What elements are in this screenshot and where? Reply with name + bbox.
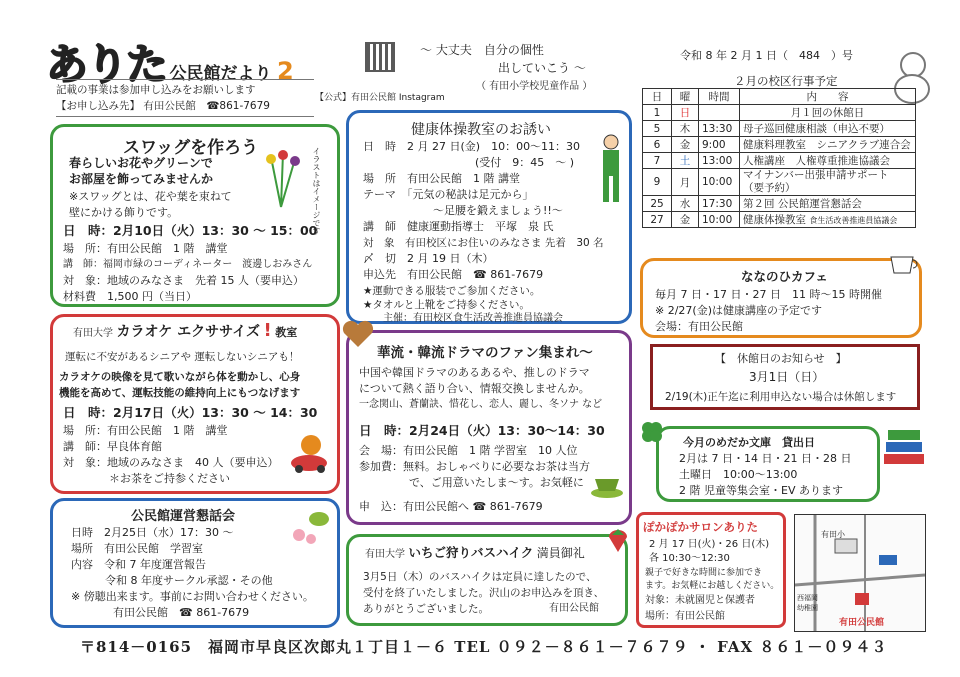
schedule-header-dow: 曜: [672, 89, 699, 105]
table-row: [643, 121, 916, 137]
bus-hike-panel: [346, 534, 628, 626]
notice-line2: 【お申し込み先】 有田公民館 ☎861-7679: [56, 100, 270, 112]
schedule-header-time: 時間: [699, 89, 740, 105]
salon-line5: 対象：未就園児と保護者: [645, 595, 755, 606]
karaoke-title: カラオケ エクササイズ: [116, 324, 260, 340]
schedule-time: [699, 105, 740, 121]
library-title: 今月のめだか文庫 貸出日: [683, 436, 815, 449]
notice-line1: 記載の事業は参加申し込みをお願いします: [56, 84, 256, 96]
schedule-time: 17:30: [699, 196, 740, 212]
drama-fan-panel: [346, 330, 632, 525]
swag-fee: 材料費 1,500 円（当日）: [63, 290, 197, 303]
karaoke-class-panel: [50, 314, 340, 494]
salon-line6: 場所：有田公民館: [645, 611, 725, 622]
karaoke-target: 対 象：地域のみなさま 40 人（要申込）: [63, 456, 279, 469]
table-row: [643, 212, 916, 228]
schedule-day: 27: [643, 212, 672, 228]
swag-place: 場 所：有田公民館 1 階 講堂: [63, 242, 228, 255]
schedule-time: 9:00: [699, 137, 740, 153]
library-line3: 2 階 児童等集会室・EV あります: [679, 484, 843, 497]
schedule-content: 人権講座 人権尊重推進協議会: [740, 153, 916, 169]
health-note1: ★運動できる服装でご参加ください。: [363, 285, 541, 297]
bushike-line3: ありがとうございました。: [363, 603, 489, 615]
flower-swag-icon: [261, 147, 301, 209]
karaoke-bold1: カラオケの映像を見て歌いながら体を動かし、心身: [59, 371, 301, 383]
bushike-prefix: 有田大学: [365, 549, 405, 560]
schedule-day: 7: [643, 153, 672, 169]
bushike-status: 満員御礼: [536, 546, 585, 560]
map-label-west2: 幼稚園: [797, 604, 818, 612]
council-title: 公民館運営懇話会: [131, 509, 236, 524]
drama-line2: について熱く語り合い、情報交換しませんか。: [359, 382, 590, 395]
swag-lead1: 春らしいお花やグリーンで: [69, 156, 213, 170]
cafe-line3: 会場：有田公民館: [655, 320, 743, 333]
schedule-content-line1: マイナンバー出張申請サポート: [743, 169, 889, 181]
drama-fee1: 参加費：無料。おしゃべりに必要なお茶は当方: [359, 460, 590, 473]
health-target: 対 象 有田校区にお住いのみなさま 先着 30 名: [363, 237, 604, 249]
karaoke-title-row: [73, 320, 298, 342]
schedule-time: 13:30: [699, 121, 740, 137]
karaoke-bold2: 機能を高めて、運転技能の維持向上にもつなげます: [59, 387, 301, 399]
schedule-day: 1: [643, 105, 672, 121]
cafe-line2: ※ 2/27(金)は健康講座の予定です: [655, 304, 822, 317]
karaoke-prefix: 有田大学: [73, 328, 113, 339]
drama-place: 会 場：有田公民館 1 階 学習室 10 人位: [359, 444, 578, 457]
clover-icon: [640, 420, 664, 444]
health-reception: (受付 9：45 ～ ): [475, 156, 575, 169]
health-lecturer: 講 師 健康運動指導士 平塚 泉 氏: [363, 220, 554, 233]
bushike-line2: 受付を終了いたしました。沢山のお申込みを頂き、: [363, 587, 605, 599]
cafe-panel: [640, 258, 922, 338]
swag-illust-note: イラストはイメージです: [312, 147, 321, 235]
instagram-label: 【公式】有田公民館 Instagram: [315, 93, 445, 103]
health-title: 健康体操教室のお誘い: [411, 122, 551, 138]
council-content2: 令和 8 年度サークル承認・その他: [105, 574, 273, 587]
schedule-dow: 月: [672, 169, 699, 196]
map-label-arita-school: 有田小: [821, 530, 845, 539]
cafe-line1: 毎月 7 日・17 日・27 日 11 時～15 時開催: [655, 288, 882, 301]
schedule-day: 9: [643, 169, 672, 196]
schedule-content: 母子巡回健康相談（申込不要）: [740, 121, 916, 137]
heart-cookie-icon: [341, 319, 375, 349]
salon-line2: 各 10:30～12:30: [649, 553, 730, 564]
drama-line1: 中国や韓国ドラマのあるあるや、推しのドラマ: [359, 366, 590, 379]
health-theme1: テーマ 「元気の秘訣は足元から」: [363, 188, 534, 201]
schedule-dow: 土: [672, 153, 699, 169]
karaoke-exclamation: !: [263, 320, 272, 341]
qr-code-icon[interactable]: [365, 42, 395, 72]
library-line2: 土曜日 10:00～13:00: [679, 468, 798, 481]
karaoke-suffix: 教室: [275, 326, 298, 339]
health-exercise-panel: [346, 110, 632, 324]
drama-line3: 一念関山、蒼蘭訣、惜花し、恋人、麗し、冬ソナ など: [359, 399, 603, 410]
council-content1: 内容 令和 7 年度運営報告: [71, 558, 206, 571]
schedule-content-line2: （要予約）: [743, 182, 796, 194]
salon-title: ぽかぽかサロンありた: [643, 520, 758, 534]
schedule-header-content: 内 容: [740, 89, 916, 105]
health-theme2: ～足腰を鍛えましょう!!～: [433, 204, 563, 217]
schedule-time: 13:00: [699, 153, 740, 169]
schedule-header-day: 日: [643, 89, 672, 105]
bushike-sign: 有田公民館: [549, 603, 599, 614]
motto-line1: ～ 大丈夫 自分の個性: [420, 43, 544, 57]
book-stack-icon: [882, 426, 926, 472]
council-contact: 有田公民館 ☎ 861-7679: [113, 606, 250, 619]
table-row: [643, 169, 916, 196]
schedule-content: [740, 169, 916, 196]
table-row: [643, 196, 916, 212]
library-panel: [656, 426, 880, 502]
health-deadline: 〆 切 2 月 19 日（木）: [363, 252, 494, 265]
council-note: ※ 傍聴出来ます。事前にお問い合わせください。: [71, 590, 314, 603]
swag-title: スワッグを作ろう: [123, 138, 259, 158]
schedule-header-row: [643, 89, 916, 105]
schedule-dow: 木: [672, 121, 699, 137]
swag-workshop-panel: [50, 124, 340, 307]
closed-date: 3月1日（日）: [749, 370, 825, 384]
bird-blossom-icon: [289, 505, 335, 545]
bushike-title-row: [365, 545, 585, 563]
issue-date: 令和 8 年 2 月 1 日（ 484 ）号: [680, 49, 853, 62]
schedule-content-small: 食生活改善推進員協議会: [809, 216, 898, 225]
bushike-line1: 3月5日（木）のバスハイクは定員に達したので、: [363, 571, 597, 583]
masthead-title-big: ありた: [46, 40, 167, 89]
table-row: [643, 137, 916, 153]
council-place: 場所 有田公民館 学習室: [71, 542, 203, 555]
exercise-person-icon: [595, 133, 627, 207]
footer-address: 〒814－0165 福岡市早良区次郎丸１丁目１－６ TEL ０９２－８６１－７６７９ ・ FAX ８６１－０９４３: [80, 638, 888, 656]
health-place: 場 所 有田公民館 1 階 講堂: [363, 172, 520, 185]
schedule-time: 10:00: [699, 212, 740, 228]
swag-desc2: 壁にかける飾りです。: [69, 206, 179, 219]
swag-lecturer: 講 師：福岡市緑のコーディネーター 渡邊しおみさん: [63, 259, 313, 270]
salon-panel: [636, 512, 786, 628]
motto-line2: 出していこう ～: [498, 61, 586, 75]
library-line1: 2月は 7 日・14 日・21 日・28 日: [679, 452, 852, 465]
bushike-title: いちご狩りバスハイク: [408, 545, 534, 560]
schedule-dow: 金: [672, 137, 699, 153]
karaoke-note: ＊お茶をご持参ください: [109, 472, 230, 485]
council-panel: [50, 498, 340, 628]
strawberry-icon: [607, 529, 629, 553]
health-date: 日 時 2 月 27 日(金) 10：00～11：30: [363, 140, 581, 153]
map-label-west: 西福岡: [797, 594, 818, 602]
motto-credit: （ 有田小学校児童作品 ）: [476, 81, 593, 92]
swag-target: 対 象：地域のみなさま 先着 15 人（要申込）: [63, 274, 304, 287]
drama-title: 華流・韓流ドラマのファン集まれ～: [377, 345, 593, 361]
schedule-dow: 日: [672, 105, 699, 121]
schedule-content: 月１回の休館日: [740, 105, 916, 121]
schedule-dow: 金: [672, 212, 699, 228]
schedule-content: 第２回 公民館運営懇話会: [740, 196, 916, 212]
salon-line1: 2 月 17 日(火)・26 日(木): [649, 539, 770, 550]
coffee-cup-icon: [887, 249, 921, 277]
swag-lead2: お部屋を飾ってみませんか: [69, 172, 214, 186]
schedule-table: [642, 88, 916, 228]
karaoke-place: 場 所：有田公民館 1 階 講堂: [63, 424, 228, 437]
closed-notice-panel: [650, 344, 920, 410]
schedule-day: 25: [643, 196, 672, 212]
drama-date: 日 時：2月24日（火）13：30～14：30: [359, 423, 605, 438]
karaoke-date: 日 時：2月17日（火）13：30 ～ 14：30: [63, 405, 318, 420]
health-apply: 申込先 有田公民館 ☎ 861-7679: [363, 268, 544, 281]
salon-line3: 親子で好きな時間に参加でき: [645, 568, 763, 578]
schedule-content: [740, 212, 916, 228]
karaoke-lead: 運転に不安があるシニアや 運転しないシニアも！: [65, 351, 300, 363]
schedule-time: 10:00: [699, 169, 740, 196]
schedule-title: ２月の校区行事予定: [734, 74, 838, 88]
issue-number-badge: 2: [277, 57, 294, 85]
salon-line4: ます。お気軽にお越しください。: [645, 581, 780, 591]
swag-date: 日 時：2月10日（火）13：30 ～ 15：00: [63, 223, 318, 238]
council-date: 日時 2月25日（水）17：30 ～: [71, 526, 234, 539]
schedule-dow: 水: [672, 196, 699, 212]
closed-note: 2/19(木)正午迄に利用申込ない場合は休館します: [665, 391, 897, 403]
drama-apply: 申 込：有田公民館へ ☎ 861-7679: [359, 500, 543, 513]
table-row: [643, 105, 916, 121]
schedule-day: 5: [643, 121, 672, 137]
health-note2: ★タオルと上靴をご持参ください。: [363, 299, 530, 311]
notice-box: [56, 79, 314, 117]
location-map[interactable]: [794, 514, 926, 632]
schedule-content: 健康料理教室 シニアクラブ連合会: [740, 137, 916, 153]
map-label-kominkan: 有田公民館: [839, 618, 885, 628]
drama-fee2: で、ご用意いたしま～す。お気軽に: [409, 476, 584, 489]
tea-cup-icon: [589, 473, 625, 499]
squirrel-car-icon: [289, 429, 335, 475]
schedule-content-main: 健康体操教室: [743, 214, 806, 226]
karaoke-lecturer: 講 師：早良体育館: [63, 440, 162, 453]
closed-title: 【 休館日のお知らせ 】: [715, 352, 847, 365]
swag-desc1: ※スワッグとは、花や葉を束ねて: [69, 190, 232, 203]
masthead-title-small: 公民館だより: [169, 64, 272, 84]
health-host: 主催：有田校区食生活改善推進員協議会: [383, 313, 563, 324]
cafe-title: ななのひカフェ: [741, 269, 828, 284]
schedule-day: 6: [643, 137, 672, 153]
table-row: [643, 153, 916, 169]
